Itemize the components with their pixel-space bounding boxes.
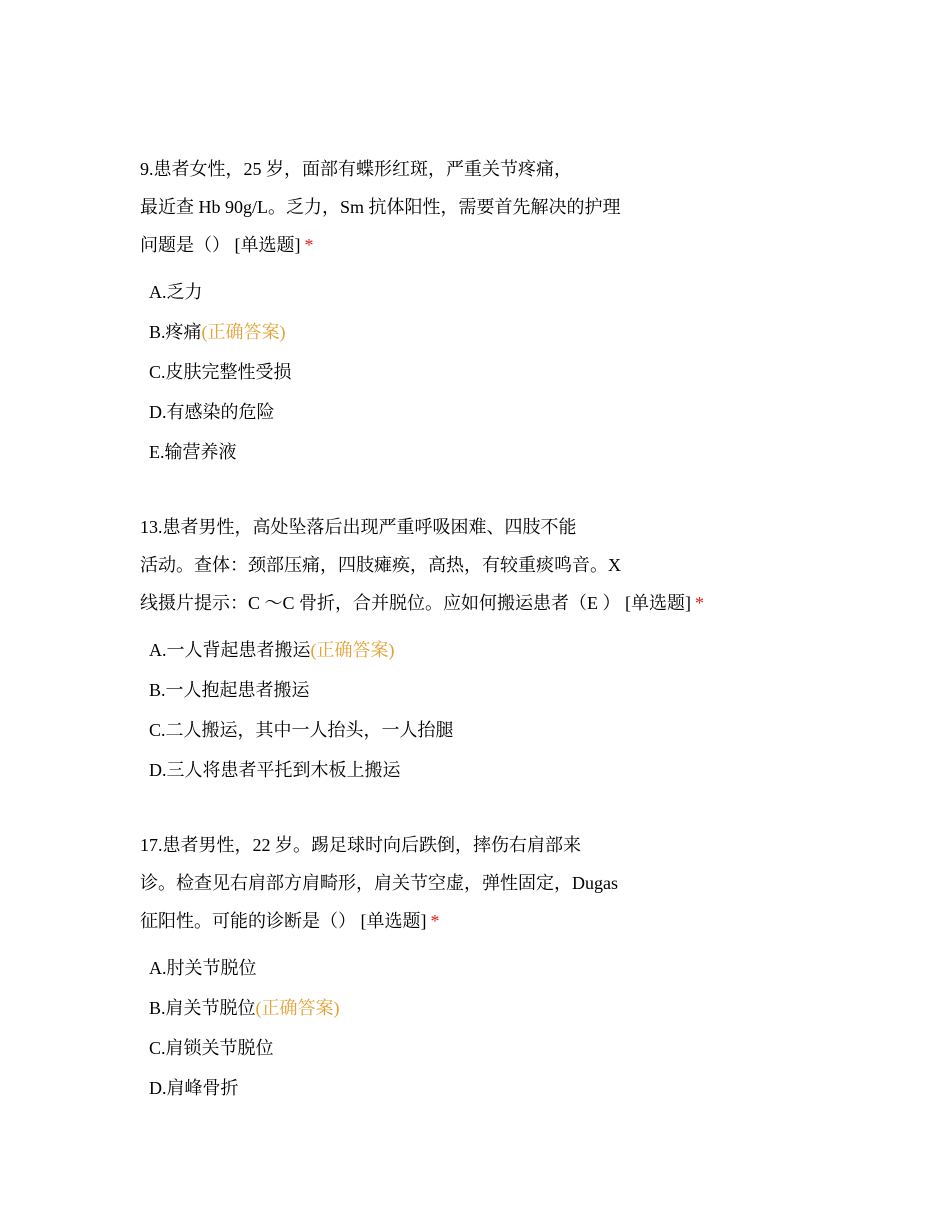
option-label: C.肩锁关节脱位 — [149, 1038, 274, 1058]
option-a[interactable] — [140, 630, 700, 670]
question-9 — [140, 150, 700, 472]
question-text-line: 最近查 Hb 90g/L。乏力，Sm 抗体阳性，需要首先解决的护理 — [140, 197, 621, 217]
question-text: 征阳性。可能的诊断是（） [单选题] — [140, 911, 427, 931]
question-text-line — [140, 584, 704, 622]
option-label: C.二人搬运，其中一人抬头，一人抬腿 — [149, 720, 454, 740]
option-b[interactable] — [140, 988, 700, 1028]
option-label: D.肩峰骨折 — [149, 1078, 239, 1098]
option-d[interactable] — [140, 750, 700, 790]
option-d[interactable] — [140, 1068, 700, 1108]
required-marker: * — [430, 911, 440, 931]
option-label: B.一人抱起患者搬运 — [149, 680, 310, 700]
question-text-line: 13.患者男性，高处坠落后出现严重呼吸困难、四肢不能 — [140, 517, 577, 537]
option-b[interactable] — [140, 312, 700, 352]
question-text-line — [140, 226, 700, 264]
question-text-line — [140, 902, 700, 940]
option-label: D.三人将患者平托到木板上搬运 — [149, 760, 401, 780]
option-label: A.肘关节脱位 — [149, 958, 257, 978]
option-a[interactable] — [140, 272, 700, 312]
option-label: E.输营养液 — [149, 442, 237, 462]
question-text-line: 9.患者女性，25 岁，面部有蝶形红斑，严重关节疼痛， — [140, 159, 572, 179]
question-text-line: 活动。查体：颈部压痛，四肢瘫痪，高热，有较重痰鸣音。X — [140, 555, 621, 575]
question-text-line: 17.患者男性，22 岁。踢足球时向后跌倒，摔伤右肩部来 — [140, 835, 581, 855]
option-label: C.皮肤完整性受损 — [149, 362, 292, 382]
option-c[interactable] — [140, 352, 700, 392]
option-list — [140, 272, 700, 472]
option-list — [140, 630, 700, 790]
option-label: B.疼痛 — [149, 322, 202, 342]
correct-answer-tag: (正确答案) — [201, 322, 286, 342]
option-e[interactable] — [140, 432, 700, 472]
question-text: 线摄片提示：C ～C 骨折，合并脱位。应如何搬运患者（E ） [单选题] — [140, 593, 691, 613]
question-13 — [140, 508, 704, 790]
correct-answer-tag: (正确答案) — [310, 640, 395, 660]
required-marker: * — [304, 235, 314, 255]
option-label: D.有感染的危险 — [149, 402, 275, 422]
option-label: B.肩关节脱位 — [149, 998, 256, 1018]
question-17 — [140, 826, 700, 1108]
required-marker: * — [695, 593, 704, 613]
option-c[interactable] — [140, 1028, 700, 1068]
option-c[interactable] — [140, 710, 700, 750]
option-b[interactable] — [140, 670, 700, 710]
correct-answer-tag: (正确答案) — [255, 998, 340, 1018]
option-label: A.一人背起患者搬运 — [149, 640, 311, 660]
question-text-line: 诊。检查见右肩部方肩畸形，肩关节空虚，弹性固定，Dugas — [140, 873, 618, 893]
option-list — [140, 948, 700, 1108]
question-text: 问题是（） [单选题] — [140, 235, 301, 255]
option-label: A.乏力 — [149, 282, 203, 302]
option-d[interactable] — [140, 392, 700, 432]
option-a[interactable] — [140, 948, 700, 988]
